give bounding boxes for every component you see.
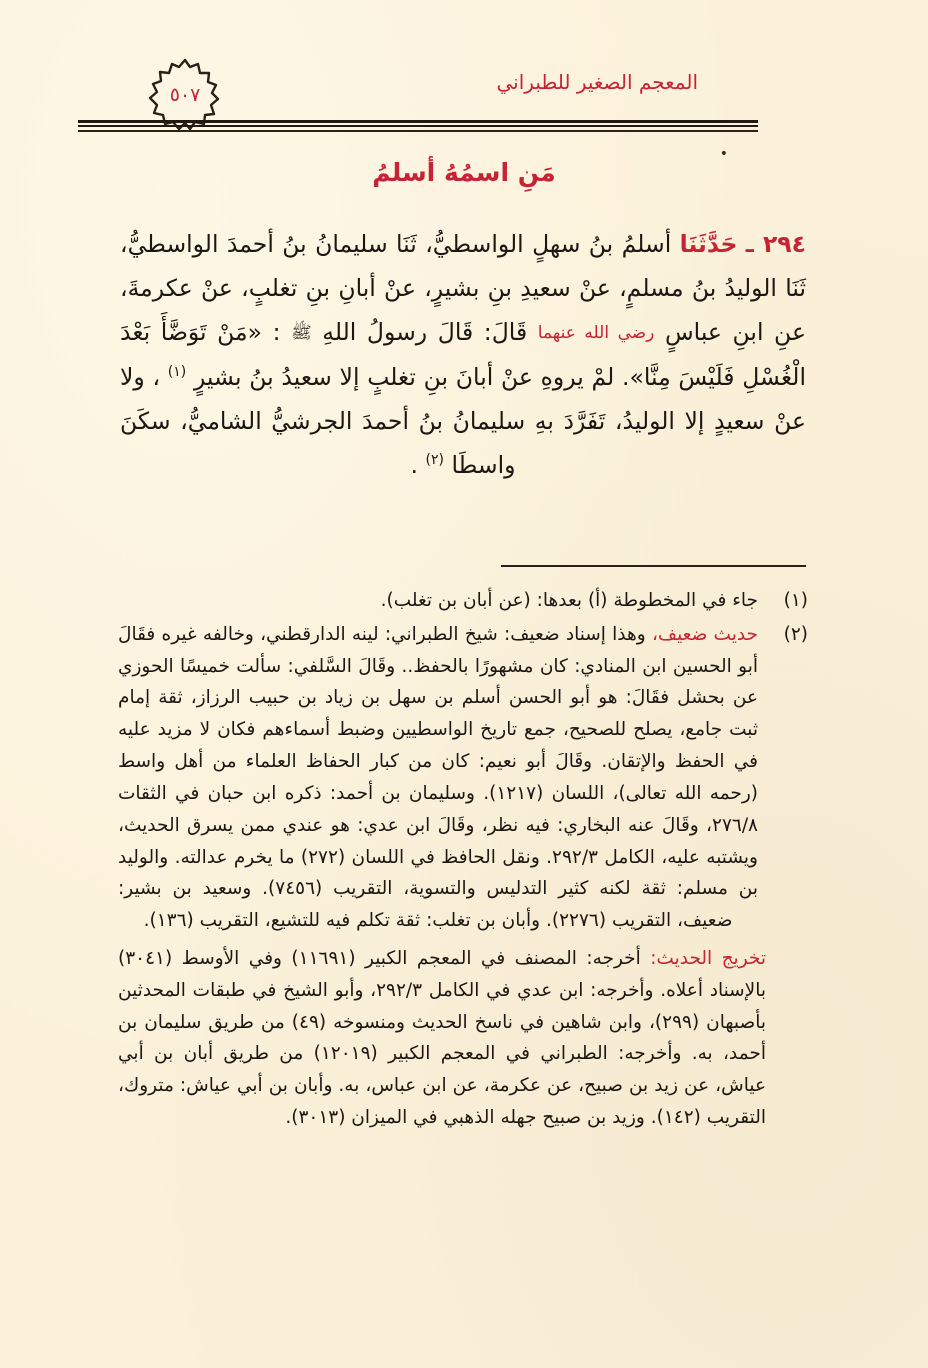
hadith-number: ٢٩٤ ـ	[745, 230, 806, 258]
hadith-matn-end: .	[410, 450, 419, 479]
footnote-ref-1[interactable]: (١)	[167, 363, 187, 380]
page-header	[0, 52, 928, 132]
footnote-separator	[501, 565, 806, 567]
footnote-marker-2: (٢)	[783, 623, 808, 645]
hadith-isnad: أسلمُ بنُ سهلٍ الواسطيُّ، ثَنَا سليمانُ بنُ أحمدَ الواسطيُّ، ثَنَا الوليدُ بنُ مسلمٍ، عنْ سعيدِ بنِ بشيرٍ، عنْ أبانِ بنِ تغلبٍ، عنْ عكرمةَ، عنِ ابنِ عباسٍ	[120, 230, 806, 347]
footnotes-section	[118, 585, 808, 1134]
hadith-body	[120, 222, 806, 487]
takhrij-block	[118, 943, 808, 1134]
takhrij-label: تخريج الحديث:	[650, 947, 767, 969]
footnote-marker-1: (١)	[783, 590, 808, 611]
book-title: المعجم الصغير للطبراني	[496, 70, 698, 94]
footnote-ref-2[interactable]: (٢)	[425, 452, 444, 469]
hadith-opening-word: حَدَّثَنَا	[679, 230, 738, 258]
hadith-said-word: قَالَ: قَالَ رسولُ اللهِ	[311, 318, 528, 347]
honorific-prophet-icon: ﷺ	[291, 323, 312, 344]
ornament-dot: •	[719, 146, 728, 162]
hadith-matn: : «مَنْ تَوَضَّأَ بَعْدَ الْغُسْلِ فَلَيْسَ مِنَّا». لمْ يروهِ عنْ أبانَ بنِ تغلبٍ إلا سعيدُ بنُ بشيرٍ	[120, 318, 806, 391]
header-divider	[78, 120, 758, 132]
footnote-text-1: جاء في المخطوطة (أ) بعدها: (عن أبان بن تغلب).	[380, 590, 758, 611]
page-number: ٥٠٧	[169, 84, 201, 106]
footnote-text-2	[118, 619, 758, 937]
honorific-companion-icon: رضي الله عنهما	[537, 323, 655, 344]
footnote-item-2	[118, 619, 808, 937]
hadith-matn-continued: ، ولا عنْ سعيدٍ إلا الوليدُ، تَفَرَّدَ بهِ سليمانُ بنُ أحمدَ الجرشيُّ الشاميُّ، سكَنَ واسطَا	[120, 362, 806, 479]
footnote-item-1	[118, 585, 808, 617]
footnote-grade-label: حديث ضعيف،	[651, 623, 758, 645]
footnote-body-2: وهذا إسناد ضعيف: شيخ الطبراني: لينه الدارقطني، وخالفه غيره فقَالَ أبو الحسين ابن المنادي: كان مشهورًا بالحفظ.. وقَالَ السَّلفي: سألت خميسًا الحوزي عن بحشل فقَالَ: هو أبو الحسن أسلم بن سهل بن زياد بن حبيب الرزاز، ثقة إمام ثبت جامع، يصلح للصحيح، جمع تاريخ الواسطيين وضبط أسماءهم فكان لا مزيد عليه في الحفظ والإتقان. وقَالَ أبو نعيم: كان من كبار الحفاظ العلماء من أهل واسط (رحمه الله تعالى)، اللسان (١٢١٧). وسليمان بن أحمد: ذكره ابن حبان في الثقات ٢٧٦/٨، وقَالَ عنه البخاري: فيه نظر، وقَالَ ابن عدي: هو عندي ممن يسرق الحديث، ويشتبه عليه، الكامل ٢٩٢/٣. ونقل الحافظ في اللسان (٢٧٢) ما يخرم عدالته. والوليد بن مسلم: ثقة لكنه كثير التدليس والتسوية، التقريب (٧٤٥٦). وسعيد بن بشير: ضعيف، التقريب (٢٢٧٦). وأبان بن تغلب: ثقة تكلم فيه للتشيع، التقريب (١٣٦).	[118, 623, 759, 932]
chapter-heading: مَنِ اسمُهُ أسلمُ	[372, 158, 556, 187]
takhrij-text: أخرجه: المصنف في المعجم الكبير (١١٦٩١) وفي الأوسط (٣٠٤١) بالإسناد أعلاه. وأخرجه: ابن عدي في الكامل ٢٩٢/٣، وأبو الشيخ في طبقات المحدثين بأصبهان (٢٩٩)، وابن شاهين في ناسخ الحديث ومنسوخه (٤٩) من طريق سليمان بن أحمد، به. وأخرجه: الطبراني في المعجم الكبير (١٢٠١٩) من طريق أبان بن أبي عياش، عن زيد بن صبيح، عن عكرمة، عن ابن عباس، به. وأبان بن أبي عياش: متروك، التقريب (١٤٢). وزيد بن صبيح جهله الذهبي في الميزان (٣٠١٣).	[118, 947, 767, 1128]
